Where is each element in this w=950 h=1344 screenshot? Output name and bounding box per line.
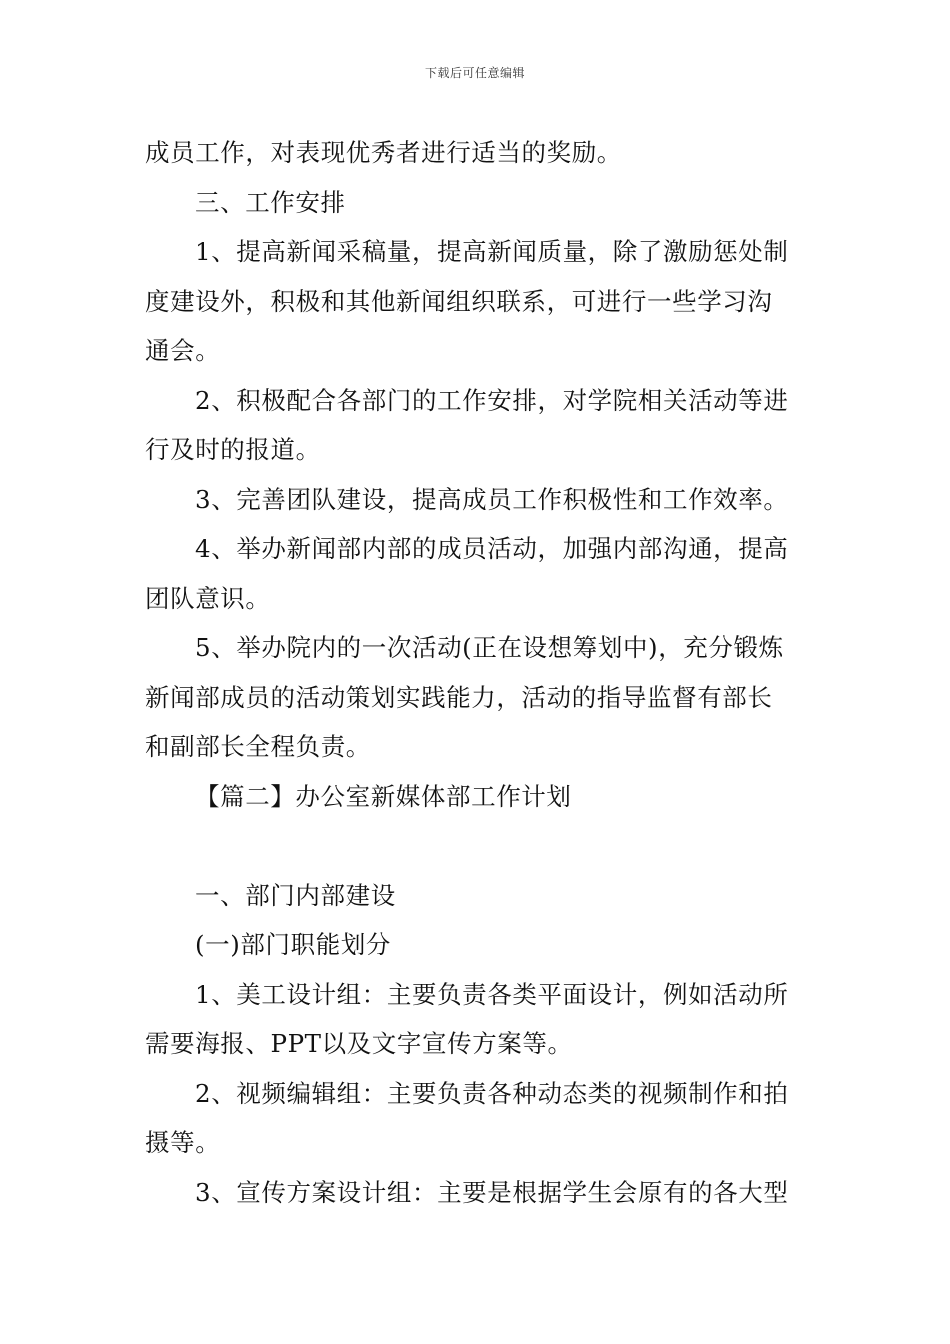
paragraph-line: 新闻部成员的活动策划实践能力，活动的指导监督有部长 xyxy=(145,682,773,712)
paragraph-line: 【篇二】办公室新媒体部工作计划 xyxy=(195,781,572,811)
document-body xyxy=(145,128,807,1217)
paragraph-line: 度建设外，积极和其他新闻组织联系，可进行一些学习沟 xyxy=(145,286,773,316)
paragraph-line: 2、视频编辑组：主要负责各种动态类的视频制作和拍 xyxy=(195,1078,789,1108)
paragraph-line: 1、美工设计组：主要负责各类平面设计，例如活动所 xyxy=(195,979,789,1009)
paragraph-line: 通会。 xyxy=(145,336,221,365)
paragraph-line: (一)部门职能划分 xyxy=(195,930,392,959)
paragraph-line: 三、工作安排 xyxy=(195,187,346,217)
page-header: 下载后可任意编辑 xyxy=(424,66,525,80)
paragraph-line: 团队意识。 xyxy=(145,583,271,613)
paragraph-line: 3、完善团队建设，提高成员工作积极性和工作效率。 xyxy=(195,484,789,514)
paragraph-line: 需要海报、PPT以及文字宣传方案等。 xyxy=(145,1029,573,1058)
paragraph-line: 和副部长全程负责。 xyxy=(145,732,371,761)
blank-line xyxy=(145,821,807,871)
paragraph-line: 3、宣传方案设计组：主要是根据学生会原有的各大型 xyxy=(195,1177,789,1207)
paragraph-line: 5、举办院内的一次活动(正在设想筹划中)，充分锻炼 xyxy=(195,633,784,662)
paragraph-line: 摄等。 xyxy=(145,1128,221,1157)
paragraph-line: 2、积极配合各部门的工作安排，对学院相关活动等进 xyxy=(195,385,789,415)
paragraph-line: 行及时的报道。 xyxy=(145,435,321,464)
paragraph-line: 一、部门内部建设 xyxy=(195,880,396,910)
paragraph-line: 1、提高新闻采稿量，提高新闻质量，除了激励惩处制 xyxy=(195,237,789,266)
paragraph-line: 4、举办新闻部内部的成员活动，加强内部沟通，提高 xyxy=(195,534,789,563)
paragraph-line: 成员工作，对表现优秀者进行适当的奖励。 xyxy=(145,138,622,167)
